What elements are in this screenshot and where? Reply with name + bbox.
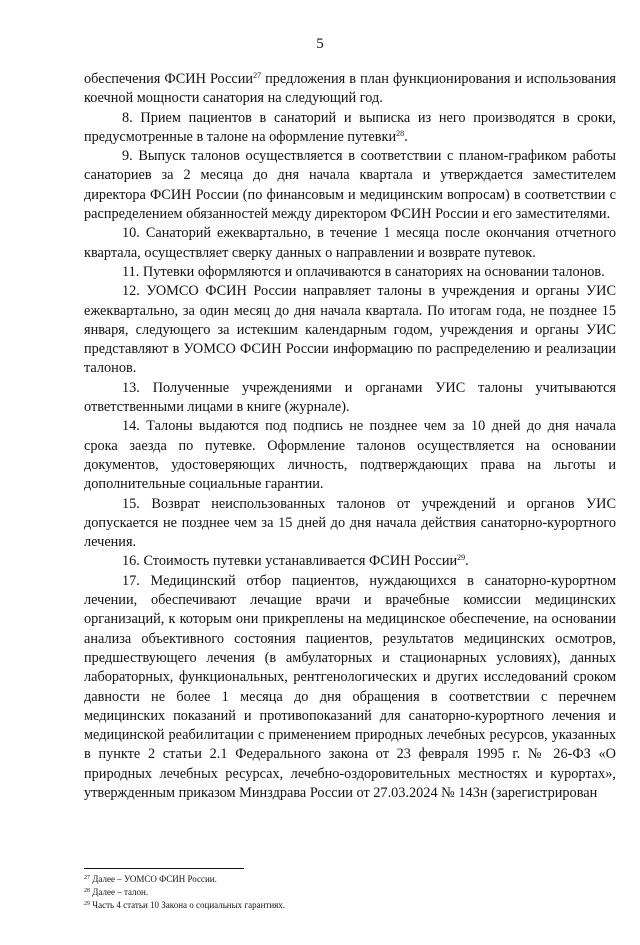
paragraph-item-17: 17. Медицинский отбор пациентов, нуждающихся в санаторно-курортном лечении, обеспечивают лечащие врачи и врачебные комиссии медицинских организаций, к которым они прикреплены на медицинское обеспечение, на основании анализа объективного состояния пациентов, результатов медицинских осмотров, предшествующего лечения (в амбулаторных и стационарных условиях), данных лабораторных, функциональных, рентгенологических и других исследований сроком давности не более 1 месяца до дня обращения в соответствии с перечнем медицинских показаний и противопоказаний для санаторно-курортного лечения и медицинской реабилитации с применением природных лечебных ресурсов, указанных в пункте 2 статьи 2.1 Федерального закона от 23 февраля 1995 г. № 26-ФЗ «О природных лечебных ресурсах, лечебно-оздоровительных местностях и курортах», утвержденным приказом Минздрава России от 27.03.2024 № 143н (зарегистрирован [84,572,616,801]
footnote-ref: 28 [396,128,405,138]
footnotes [84,873,616,912]
footnote-mark: 27 [84,875,90,881]
paragraph-item-11: 11. Путевки оформляются и оплачиваются в санаториях на основании талонов. [122,263,605,280]
document-body [84,70,616,803]
paragraph-text-tail: . [465,553,469,570]
footnote-text: Часть 4 статьи 10 Закона о социальных гарантиях. [90,900,286,910]
footnote-27 [84,873,616,886]
footnote-text: Далее – УОМСО ФСИН России. [90,874,217,884]
paragraph-item-12: 12. УОМСО ФСИН России направляет талоны в учреждения и органы УИС ежеквартально, за один месяц до дня начала квартала. По итогам года, не позднее 15 января, следующего за истекшим календарным годом, учреждения и органы УИС представляют в УОМСО ФСИН России информацию по распределению и реализации талонов. [84,283,616,377]
paragraph-item-16 [84,552,616,571]
paragraph-text-tail: . [404,128,408,145]
footnote-28 [84,886,616,899]
footnote-ref: 29 [457,553,466,563]
footnote-mark: 28 [84,888,90,894]
paragraph-item-9: 9. Выпуск талонов осуществляется в соответствии с планом-графиком работы санаториев за 2 месяца до дня начала квартала и утверждается заместителем директора ФСИН России (по финансовым и медицинским вопросам) в соответствии с распределением обязанностей между директором ФСИН России и его заместителями. [84,148,616,223]
paragraph-item-15: 15. Возврат неиспользованных талонов от учреждений и органов УИС допускается не позднее чем за 15 дней до дня начала действия санаторно-курортного лечения. [84,495,616,551]
paragraph-item-14: 14. Талоны выдаются под подпись не позднее чем за 10 дней до дня начала срока заезда по путевке. Оформление талонов осуществляется на основании документов, удостоверяющих личность, подтверждающих права на льготы и дополнительные социальные гарантии. [84,418,616,493]
paragraph-continuation [84,70,616,109]
paragraph-item-10: 10. Санаторий ежеквартально, в течение 1 месяца после окончания отчетного квартала, осуществляет сверку данных о направлении и возврате путевок. [84,225,616,261]
footnote-29 [84,899,616,912]
paragraph-item-13: 13. Полученные учреждениями и органами УИС талоны учитываются ответственными лицами в книге (журнале). [84,379,616,416]
paragraph-text: 16. Стоимость путевки устанавливается ФСИН России [122,553,458,570]
footnote-divider [84,868,244,869]
paragraph-text: обеспечения ФСИН России [84,71,254,87]
footnote-ref: 27 [253,71,262,80]
paragraph-text-tail: предложения в план функционирования и использования коечной мощности санатория на следующий год. [84,71,616,107]
paragraph-text: 8. Прием пациентов в санаторий и выписка из него производятся в сроки, предусмотренные в талоне на оформление путевки [84,109,616,145]
footnote-mark: 29 [84,901,90,907]
page-number: 5 [316,36,324,52]
footnote-text: Далее – талон. [90,887,149,897]
paragraph-item-8 [84,109,616,148]
